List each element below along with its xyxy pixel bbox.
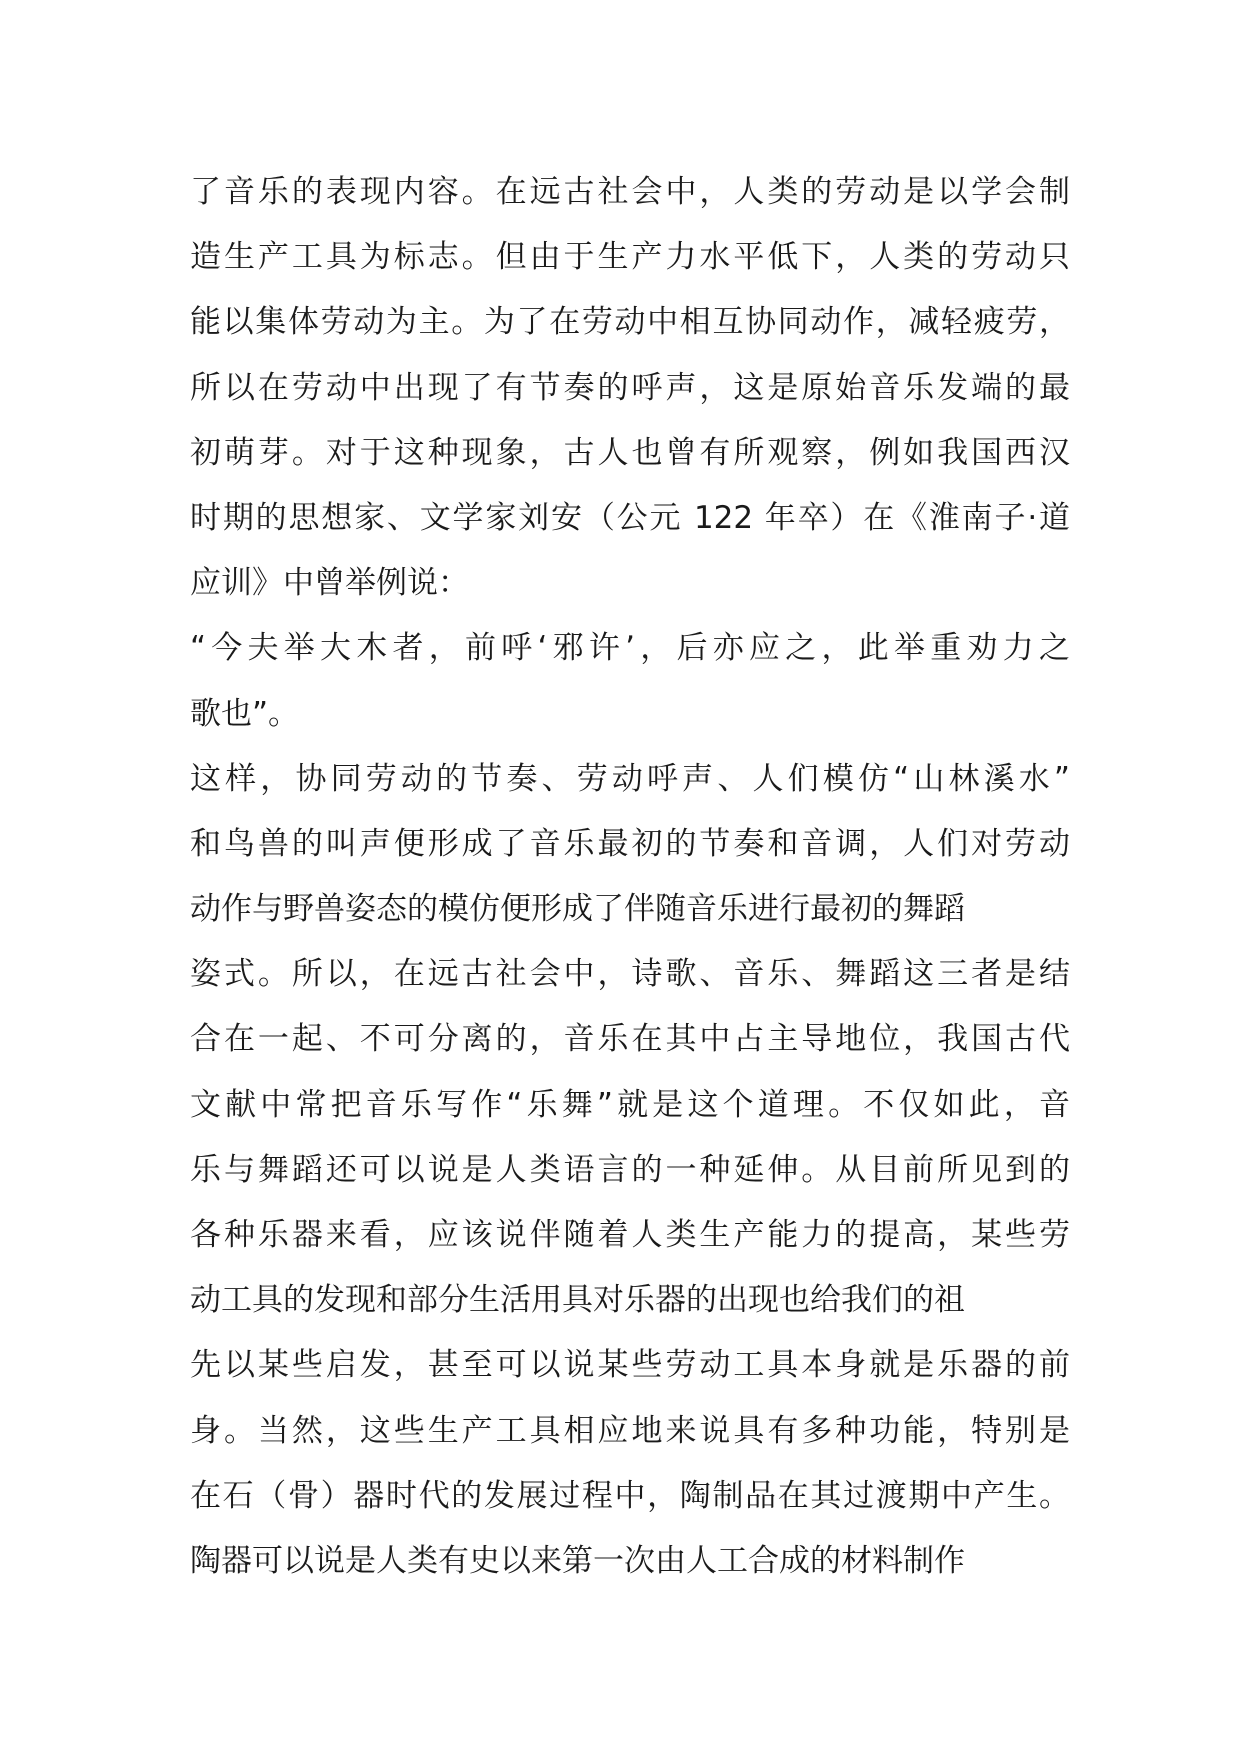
text-line: 先以某些启发，甚至可以说某些劳动工具本身就是乐器的前 xyxy=(190,1347,1070,1384)
text-line: 和鸟兽的叫声便形成了音乐最初的节奏和音调，人们对劳动 xyxy=(190,825,1070,862)
text-line: 时期的思想家、文学家刘安（公元 122 年卒）在《淮南子·道 xyxy=(190,499,1070,536)
quote-line: 歌也”。 xyxy=(190,695,300,732)
text-line: 身。当然，这些生产工具相应地来说具有多种功能，特别是 xyxy=(190,1412,1070,1449)
text-line: 这样，协同劳动的节奏、劳动呼声、人们模仿“山林溪水” xyxy=(190,760,1070,797)
text-line: 在石（骨）器时代的发展过程中，陶制品在其过渡期中产生。 xyxy=(190,1477,1070,1514)
text-line: 了音乐的表现内容。在远古社会中，人类的劳动是以学会制 xyxy=(190,174,1070,210)
text-line: 动作与野兽姿态的模仿便形成了伴随音乐进行最初的舞蹈 xyxy=(190,891,965,928)
quote-line: “今夫举大木者，前呼‘邪许’，后亦应之，此举重劝力之 xyxy=(190,630,1070,667)
text-line: 能以集体劳动为主。为了在劳动中相互协同动作，减轻疲劳， xyxy=(190,304,1070,341)
text-line: 动工具的发现和部分生活用具对乐器的出现也给我们的祖 xyxy=(190,1282,965,1319)
text-line: 造生产工具为标志。但由于生产力水平低下，人类的劳动只 xyxy=(190,239,1070,276)
text-line: 各种乐器来看，应该说伴随着人类生产能力的提高，某些劳 xyxy=(190,1217,1070,1253)
text-line: 应训》中曾举例说： xyxy=(190,565,469,602)
text-line: 初萌芽。对于这种现象，古人也曾有所观察，例如我国西汉 xyxy=(190,434,1070,471)
text-line: 姿式。所以，在远古社会中，诗歌、音乐、舞蹈这三者是结 xyxy=(190,956,1070,993)
text-line: 乐与舞蹈还可以说是人类语言的一种延伸。从目前所见到的 xyxy=(190,1151,1070,1188)
text-line: 文献中常把音乐写作“乐舞”就是这个道理。不仅如此，音 xyxy=(190,1086,1070,1123)
text-line: 陶器可以说是人类有史以来第一次由人工合成的材料制作 xyxy=(190,1542,965,1579)
text-line: 所以在劳动中出现了有节奏的呼声，这是原始音乐发端的最 xyxy=(190,369,1070,406)
body-text xyxy=(190,160,1070,1594)
text-line: 合在一起、不可分离的，音乐在其中占主导地位，我国古代 xyxy=(190,1021,1070,1058)
